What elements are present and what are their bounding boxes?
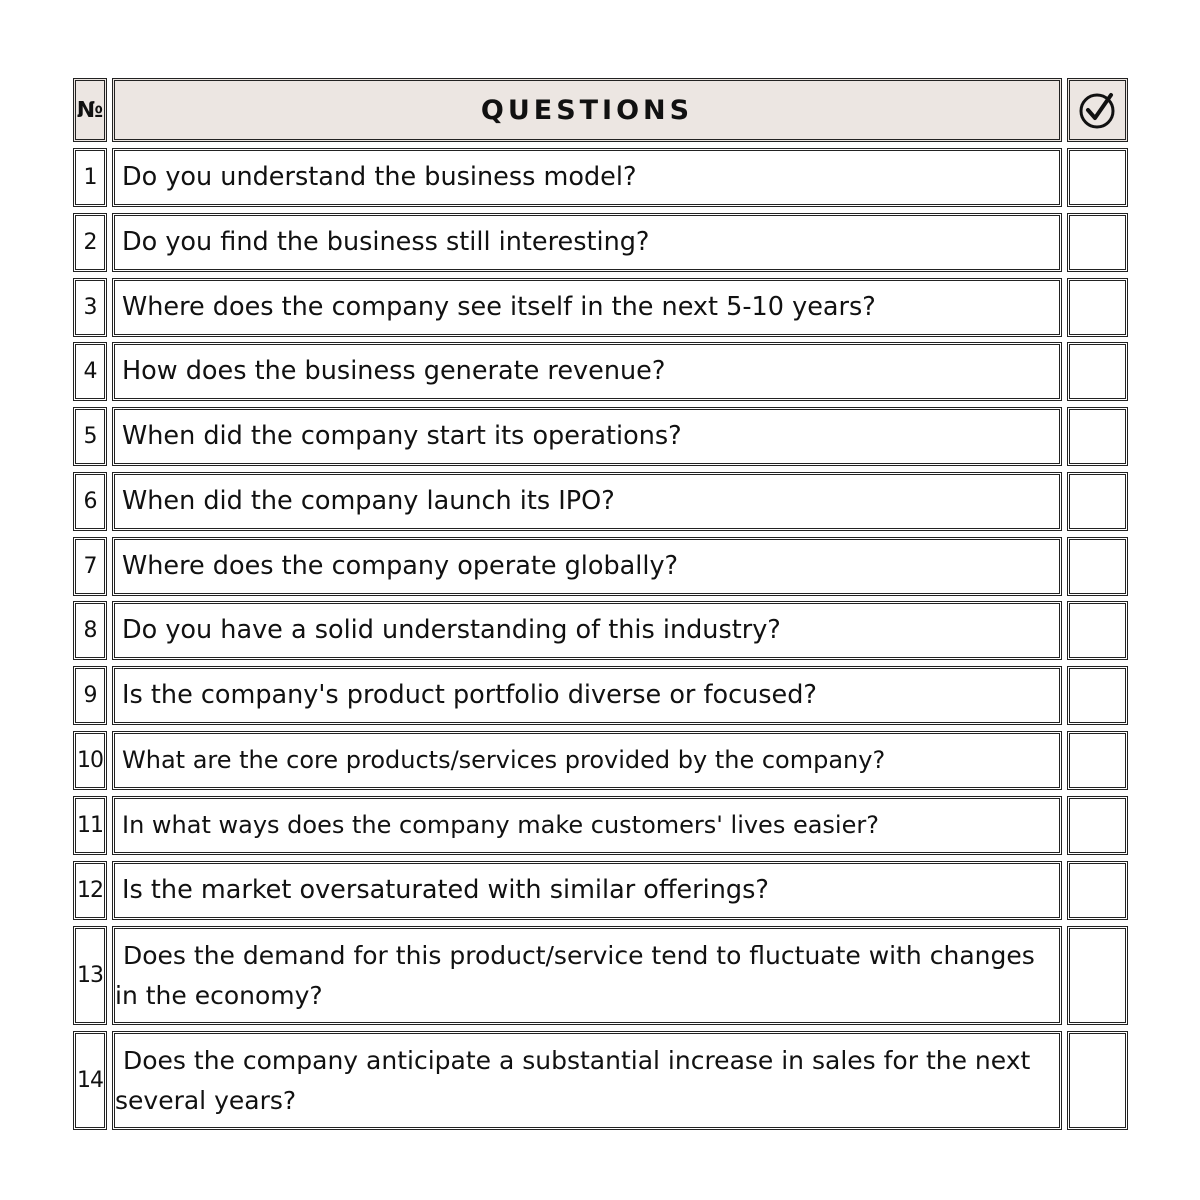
check-circle-icon xyxy=(1078,90,1118,130)
question-text: When did the company start its operations? xyxy=(122,420,682,451)
row-number-label: 9 xyxy=(83,683,97,708)
row-number-label: 14 xyxy=(77,1068,103,1093)
question-cell xyxy=(112,926,1062,1025)
row-number-label: 6 xyxy=(83,489,97,514)
row-number xyxy=(73,601,107,660)
question-cell xyxy=(112,407,1062,466)
question-text: Where does the company see itself in the next 5-10 years? xyxy=(122,291,876,322)
answer-checkbox[interactable] xyxy=(1067,731,1128,790)
row-number-label: 8 xyxy=(83,618,97,643)
row-number xyxy=(73,278,107,337)
answer-checkbox[interactable] xyxy=(1067,407,1128,466)
question-cell xyxy=(112,666,1062,725)
row-number xyxy=(73,926,107,1025)
answer-checkbox[interactable] xyxy=(1067,861,1128,920)
answer-checkbox[interactable] xyxy=(1067,796,1128,855)
answer-checkbox[interactable] xyxy=(1067,278,1128,337)
answer-checkbox[interactable] xyxy=(1067,537,1128,596)
answer-checkbox[interactable] xyxy=(1067,213,1128,272)
number-column-header xyxy=(73,78,107,142)
row-number-label: 13 xyxy=(77,963,103,988)
row-number xyxy=(73,666,107,725)
question-text: Where does the company operate globally? xyxy=(122,550,679,581)
question-cell xyxy=(112,796,1062,855)
check-column-header xyxy=(1067,78,1128,142)
question-text: Do you find the business still interesting? xyxy=(122,226,650,257)
answer-checkbox[interactable] xyxy=(1067,342,1128,401)
question-cell xyxy=(112,278,1062,337)
question-cell xyxy=(112,148,1062,207)
row-number xyxy=(73,1031,107,1130)
row-number xyxy=(73,148,107,207)
question-text: When did the company launch its IPO? xyxy=(122,485,615,516)
question-text: In what ways does the company make customers' lives easier? xyxy=(122,810,879,839)
question-text: Is the market oversaturated with similar offerings? xyxy=(122,874,769,905)
row-number-label: 12 xyxy=(77,878,103,903)
row-number-label: 5 xyxy=(83,424,97,449)
question-cell xyxy=(112,731,1062,790)
row-number-label: 10 xyxy=(77,748,103,773)
question-cell xyxy=(112,1031,1062,1130)
answer-checkbox[interactable] xyxy=(1067,1031,1128,1130)
row-number xyxy=(73,472,107,531)
row-number-label: 1 xyxy=(83,165,97,190)
questions-column-header xyxy=(112,78,1062,142)
row-number xyxy=(73,537,107,596)
row-number-label: 3 xyxy=(83,295,97,320)
question-cell xyxy=(112,537,1062,596)
answer-checkbox[interactable] xyxy=(1067,926,1128,1025)
row-number-label: 2 xyxy=(83,230,97,255)
question-text: Do you understand the business model? xyxy=(122,161,637,192)
question-cell xyxy=(112,861,1062,920)
row-number-label: 4 xyxy=(83,359,97,384)
question-cell xyxy=(112,601,1062,660)
answer-checkbox[interactable] xyxy=(1067,666,1128,725)
question-text: Is the company's product portfolio diverse or focused? xyxy=(122,679,817,710)
number-header-label: № xyxy=(76,97,104,123)
question-text: Does the company anticipate a substantial increase in sales for the next several years? xyxy=(115,1045,1031,1115)
row-number xyxy=(73,796,107,855)
row-number xyxy=(73,407,107,466)
question-text: How does the business generate revenue? xyxy=(122,355,666,386)
row-number xyxy=(73,342,107,401)
question-cell xyxy=(112,472,1062,531)
row-number xyxy=(73,213,107,272)
questions-header-label: QUESTIONS xyxy=(480,94,694,126)
row-number xyxy=(73,861,107,920)
question-text: Do you have a solid understanding of this industry? xyxy=(122,614,781,645)
answer-checkbox[interactable] xyxy=(1067,148,1128,207)
answer-checkbox[interactable] xyxy=(1067,472,1128,531)
question-cell xyxy=(112,342,1062,401)
row-number xyxy=(73,731,107,790)
question-cell xyxy=(112,213,1062,272)
answer-checkbox[interactable] xyxy=(1067,601,1128,660)
row-number-label: 11 xyxy=(77,813,103,838)
question-text: Does the demand for this product/service tend to fluctuate with changes in the economy? xyxy=(115,940,1035,1010)
row-number-label: 7 xyxy=(83,554,97,579)
question-text: What are the core products/services provided by the company? xyxy=(122,745,886,774)
